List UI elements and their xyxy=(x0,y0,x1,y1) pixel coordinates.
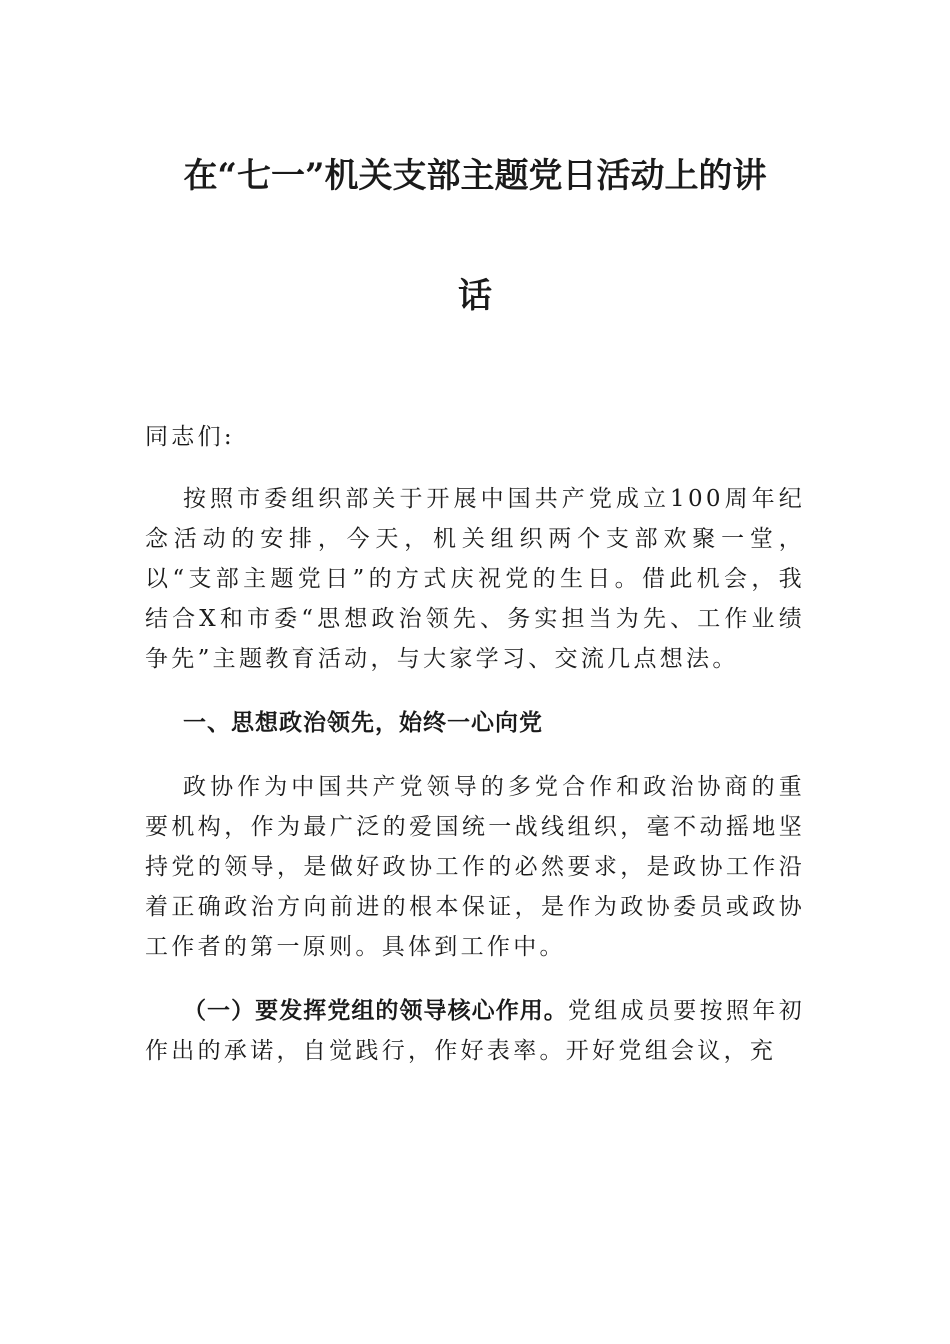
paragraph-subsection1 xyxy=(145,991,805,1071)
document-title-line2: 话 xyxy=(458,276,492,316)
paragraph-section1: 政协作为中国共产党领导的多党合作和政治协商的重要机构，作为最广泛的爱国统一战线组织，毫不动摇地坚持党的领导，是做好政协工作的必然要求，是政协工作沿着正确政治方向前进的根本保证，是作为政协委员或政协工作者的第一原则。具体到工作中。 xyxy=(145,774,805,960)
salutation: 同志们: xyxy=(145,424,235,450)
subsection-lead: （一）要发挥党组的领导核心作用。 xyxy=(183,997,568,1024)
document-title-line1: 在“七一”机关支部主题党日活动上的讲 xyxy=(183,156,767,196)
subsection-text: 党组成员要按照年初作出的承诺，自觉践行，作好表率。开好党组会议，充 xyxy=(145,998,806,1064)
section-heading-1: 一、思想政治领先，始终一心向党 xyxy=(183,709,543,736)
paragraph-intro: 按照市委组织部关于开展中国共产党成立100周年纪念活动的安排，今天，机关组织两个支部欢聚一堂，以“支部主题党日”的方式庆祝党的生日。借此机会，我结合X和市委“思想政治领先、务实担当为先、工作业绩争先”主题教育活动，与大家学习、交流几点想法。 xyxy=(145,486,805,672)
document-body xyxy=(145,417,805,1071)
